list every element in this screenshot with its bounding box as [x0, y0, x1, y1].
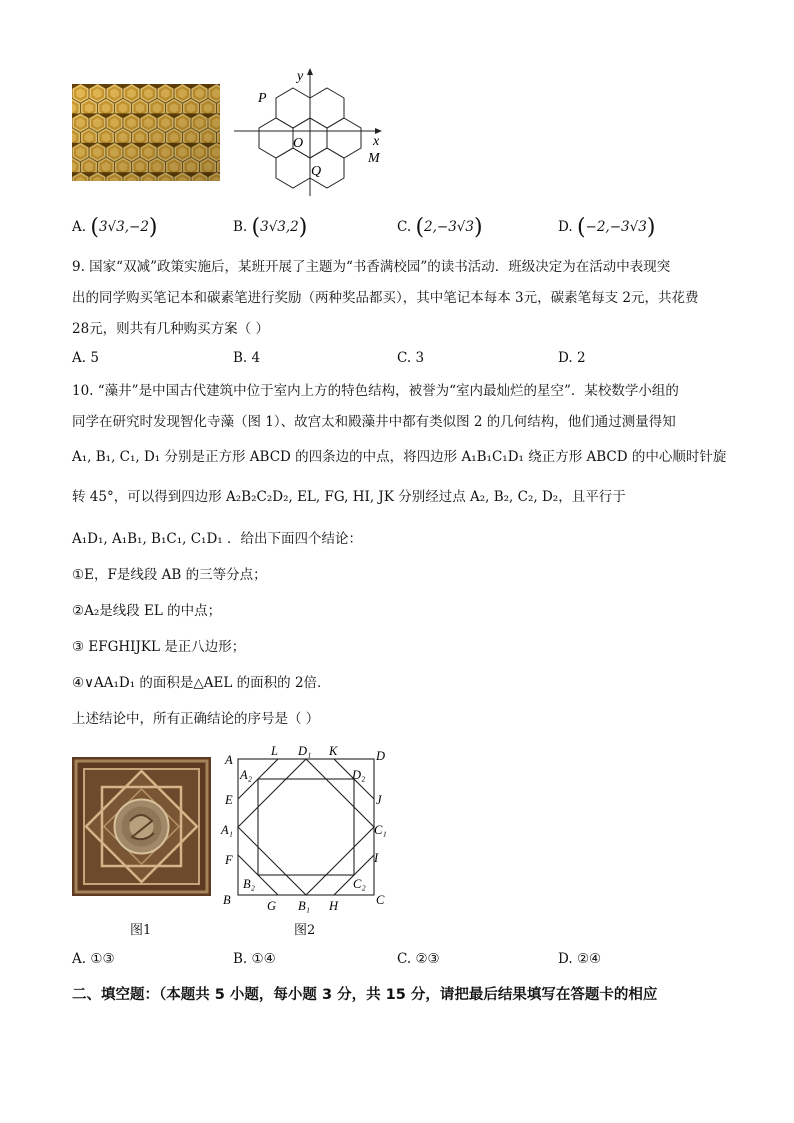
label-b: B: [223, 893, 231, 907]
q8-option-d[interactable]: D. (−2,−3√3): [558, 215, 656, 240]
figure-2-caption: 图2: [294, 923, 316, 938]
caisson-geometry-figure: [218, 742, 393, 914]
label-f: F: [225, 853, 233, 867]
origin-label: O: [293, 136, 304, 151]
q8-option-c[interactable]: C. (2,−3√3): [397, 215, 483, 240]
q8-option-a-value: 3√3,−2: [98, 219, 149, 235]
hexagon-coordinate-figure: [230, 64, 390, 200]
x-axis-label: x: [373, 134, 380, 149]
label-e: E: [225, 793, 233, 807]
q10-text-line-3: A₁, B₁, C₁, D₁ 分别是正方形 ABCD 的四条边的中点，将四边形 A₁B₁C₁D₁ 绕正方形 ABCD 的中心顺时针旋: [72, 449, 727, 465]
caisson-pattern: [72, 757, 211, 896]
label-b1: B₁: [298, 899, 310, 913]
q8-option-b[interactable]: B. (3√3,2): [233, 215, 308, 240]
y-axis-arrow: [307, 68, 313, 75]
q8-option-d-value: −2,−3√3: [585, 219, 647, 235]
q8-option-a[interactable]: A. (3√3,−2): [72, 215, 158, 240]
q10-text-line-1: 10. “藻井”是中国古代建筑中位于室内上方的特色结构，被誉为“室内最灿烂的星空”．某校数学小组的: [72, 383, 679, 399]
caisson-photo: [72, 757, 211, 896]
q9-text-line-2: 出的同学购买笔记本和碳素笔进行奖励（两种奖品都买），其中笔记本每本 3元，碳素笔每支 2元，共花费: [72, 290, 699, 306]
hex-cell: [310, 88, 344, 128]
honeycomb-pattern: [72, 84, 220, 181]
label-a1: A₁: [221, 823, 233, 837]
q8-option-b-value: 3√3,2: [260, 219, 299, 235]
q10-option-a[interactable]: A. ①③: [72, 951, 115, 967]
label-h: H: [329, 899, 339, 913]
hex-cell: [276, 148, 310, 188]
label-b2: B₂: [243, 877, 255, 891]
q10-question-ask: 上述结论中，所有正确结论的序号是（ ）: [72, 711, 320, 727]
label-d1: D₁: [298, 744, 312, 758]
q10-conclusion-1: ①E，F是线段 AB 的三等分点；: [72, 567, 267, 583]
hex-cell: [259, 118, 293, 158]
hex-cell: [327, 118, 361, 158]
point-p-label: P: [258, 91, 267, 106]
label-a2: A₂: [240, 768, 252, 782]
point-m-label: M: [368, 151, 380, 166]
q10-text-line-5: A₁D₁, A₁B₁, B₁C₁, C₁D₁ ．给出下面四个结论：: [72, 531, 362, 547]
label-j: J: [376, 793, 382, 807]
label-d2: D₂: [352, 768, 366, 782]
section-2-heading: 二、填空题：（本题共 5 小题，每小题 3 分，共 15 分，请把最后结果填写在答题卡的相应: [72, 987, 658, 1003]
q9-text-line-3: 28元，则共有几种购买方案（ ）: [72, 321, 269, 337]
honeycomb-photo: [72, 84, 220, 181]
q9-option-c[interactable]: C. 3: [397, 350, 425, 366]
label-c: C: [376, 893, 385, 907]
q9-text-line-1: 9. 国家“双减”政策实施后，某班开展了主题为“书香满校园”的读书活动．班级决定为在活动中表现突: [72, 259, 671, 275]
q9-option-b[interactable]: B. 4: [233, 350, 261, 366]
label-c2: C₂: [353, 877, 366, 891]
q9-option-a[interactable]: A. 5: [72, 350, 99, 366]
q10-option-b[interactable]: B. ①④: [233, 951, 276, 967]
square-a2b2c2d2: [258, 779, 354, 875]
figure-1-caption: 图1: [130, 923, 152, 938]
q10-option-c[interactable]: C. ②③: [397, 951, 440, 967]
label-a: A: [225, 753, 233, 767]
point-q-label: Q: [311, 164, 322, 179]
hex-cell: [276, 88, 310, 128]
q8-option-c-value: 2,−3√3: [424, 219, 475, 235]
q10-option-d[interactable]: D. ②④: [558, 951, 602, 967]
q10-conclusion-4: ④∨AA₁D₁ 的面积是△AEL 的面积的 2倍．: [72, 675, 331, 691]
label-d: D: [376, 749, 386, 763]
q10-text-line-2: 同学在研究时发现智化寺藻（图 1）、故宫太和殿藻井中都有类似图 2 的几何结构，他们通过测量得知: [72, 414, 676, 430]
q9-option-d[interactable]: D. 2: [558, 350, 586, 366]
label-g: G: [267, 899, 277, 913]
y-axis-label: y: [297, 69, 304, 84]
q10-conclusion-3: ③ EFGHIJKL 是正八边形；: [72, 639, 246, 655]
q10-conclusion-2: ②A₂是线段 EL 的中点；: [72, 603, 222, 619]
q10-text-line-4: 转 45°，可以得到四边形 A₂B₂C₂D₂, EL, FG, HI, JK 分别经过点 A₂, B₂, C₂, D₂，且平行于: [72, 489, 626, 505]
label-l: L: [271, 744, 278, 758]
label-k: K: [329, 744, 338, 758]
label-c1: C₁: [374, 823, 387, 837]
label-i: I: [374, 851, 379, 865]
